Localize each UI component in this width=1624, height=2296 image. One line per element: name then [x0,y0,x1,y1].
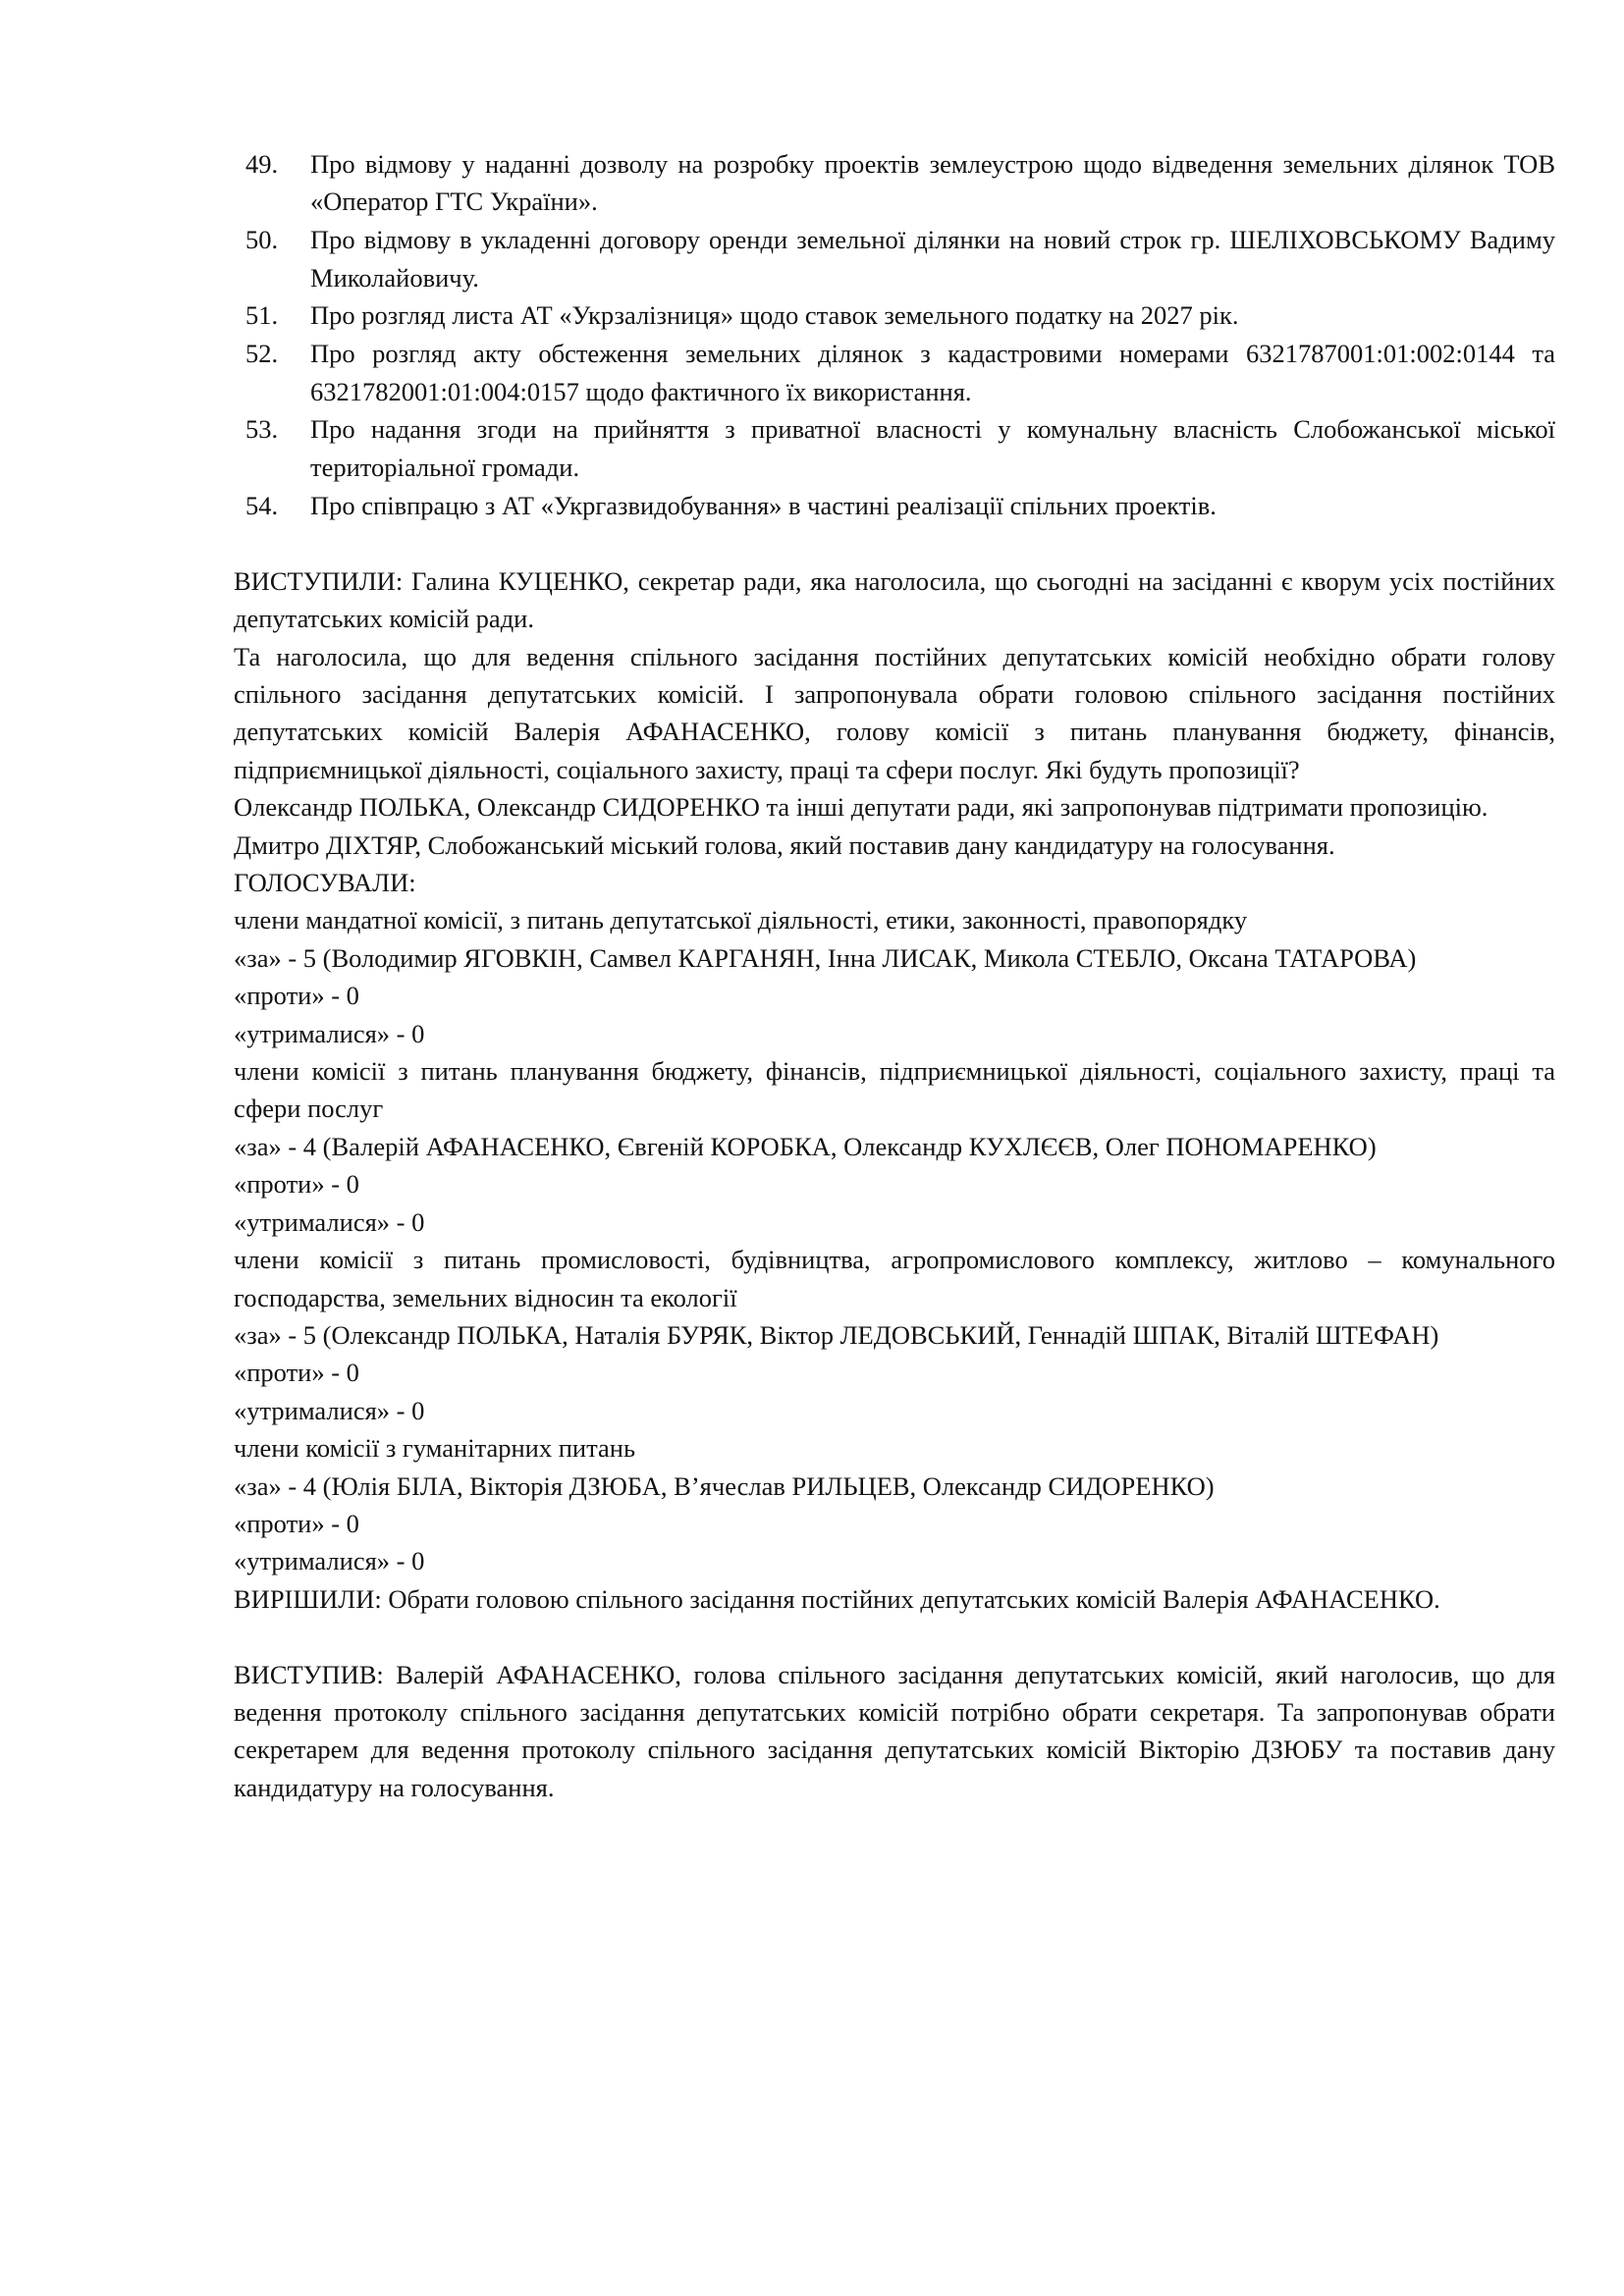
agenda-item [234,487,1555,524]
paragraph: «за» - 5 (Олександр ПОЛЬКА, Наталія БУРЯК, Віктор ЛЕДОВСЬКИЙ, Геннадій ШПАК, Віталій ШТЕФАН) [234,1319,1439,1350]
agenda-item-number: 50. [245,225,279,255]
paragraph: члени мандатної комісії, з питань депутатської діяльності, етики, законності, правопорядку [234,905,1248,935]
paragraph: «проти» - 0 [234,1508,359,1538]
paragraph: «утрималися» - 0 [234,1206,425,1237]
agenda-item [234,221,1555,296]
paragraph: «проти» - 0 [234,1169,359,1200]
paragraph: «за» - 5 (Володимир ЯГОВКІН, Самвел КАРГАНЯН, Інна ЛИСАК, Микола СТЕБЛО, Оксана ТАТАРОВА) [234,942,1417,973]
spacer [234,524,1555,561]
document-page [234,145,1555,1806]
agenda-item-text: Про відмову в укладенні договору оренди земельної ділянки на новий строк гр. ШЕЛІХОВСЬКОМУ Вадиму Миколайовичу. [310,225,1555,293]
paragraph: члени комісії з питань планування бюджету, фінансів, підприємницької діяльності, соціального захисту, праці та сфери послуг [234,1056,1555,1124]
agenda-item [234,296,1555,334]
agenda-item-number: 51. [245,300,279,331]
spacer [234,1618,1555,1655]
agenda-item-number: 52. [245,339,279,369]
agenda-item-text: Про розгляд акту обстеження земельних ділянок з кадастровими номерами 6321787001:01:002:0144 та 6321782001:01:004:0157 щодо фактичного їх використання. [310,339,1555,406]
paragraph: ВИСТУПИВ: Валерій АФАНАСЕНКО, голова спільного засідання депутатських комісій, який наголосив, що для ведення протоколу спільного засідання депутатських комісій потрібно обрати секретаря. Та запропонував обрати секретарем для ведення протоколу спільного засідання депутатських комісій Вікторію ДЗЮБУ та поставив дану кандидатуру на голосування. [234,1659,1555,1802]
paragraph: «проти» - 0 [234,981,359,1011]
proceedings-section-secretary-election [234,1656,1555,1807]
paragraph: члени комісії з гуманітарних питань [234,1433,636,1464]
paragraph: «за» - 4 (Юлія БІЛА, Вікторія ДЗЮБА, В’ячеслав РИЛЬЦЕВ, Олександр СИДОРЕНКО) [234,1470,1215,1501]
agenda-item [234,145,1555,221]
paragraph: члени комісії з питань промисловості, будівництва, агропромислового комплексу, житлово – комунального господарства, земельних відносин та екології [234,1245,1555,1312]
paragraph: «за» - 4 (Валерій АФАНАСЕНКО, Євгеній КОРОБКА, Олександр КУХЛЄЄВ, Олег ПОНОМАРЕНКО) [234,1131,1377,1161]
paragraph: Дмитро ДІХТЯР, Слобожанський міський голова, який поставив дану кандидатуру на голосування. [234,829,1335,860]
agenda-list [234,145,1555,524]
agenda-item-number: 54. [245,490,279,520]
agenda-item [234,410,1555,486]
proceedings-section-chair-election [234,562,1555,1618]
paragraph: «утрималися» - 0 [234,1546,425,1576]
paragraph: ГОЛОСУВАЛИ: [234,868,416,898]
agenda-item-text: Про відмову у наданні дозволу на розробку проектів землеустрою щодо відведення земельних ділянок ТОВ «Оператор ГТС України». [310,149,1555,217]
paragraph: «проти» - 0 [234,1358,359,1388]
agenda-item-number: 49. [245,149,279,179]
agenda-item-number: 53. [245,414,279,445]
agenda-item [234,335,1555,410]
paragraph: «утрималися» - 0 [234,1395,425,1425]
agenda-item-text: Про надання згоди на прийняття з приватної власності у комунальну власність Слобожанської міської територіальної громади. [310,414,1555,482]
paragraph: Та наголосила, що для ведення спільного засідання постійних депутатських комісій необхідно обрати голову спільного засідання депутатських комісій. І запропонувала обрати головою спільного засідання постійних депутатських комісій Валерія АФАНАСЕНКО, голову комісії з питань планування бюджету, фінансів, підприємницької діяльності, соціального захисту, праці та сфери послуг. Які будуть пропозиції? [234,641,1555,784]
paragraph: ВИРІШИЛИ: Обрати головою спільного засідання постійних депутатських комісій Валерія АФАНАСЕНКО. [234,1583,1440,1614]
paragraph: «утрималися» - 0 [234,1018,425,1048]
paragraph: Олександр ПОЛЬКА, Олександр СИДОРЕНКО та інші депутати ради, які запропонував підтримати пропозицію. [234,792,1489,823]
agenda-item-text: Про розгляд листа АТ «Укрзалізниця» щодо ставок земельного податку на 2027 рік. [310,300,1239,331]
agenda-item-text: Про співпрацю з АТ «Укргазвидобування» в частині реалізації спільних проектів. [310,490,1217,520]
paragraph: ВИСТУПИЛИ: Галина КУЦЕНКО, секретар ради, яка наголосила, що сьогодні на засіданні є кворум усіх постійних депутатських комісій ради. [234,565,1555,634]
